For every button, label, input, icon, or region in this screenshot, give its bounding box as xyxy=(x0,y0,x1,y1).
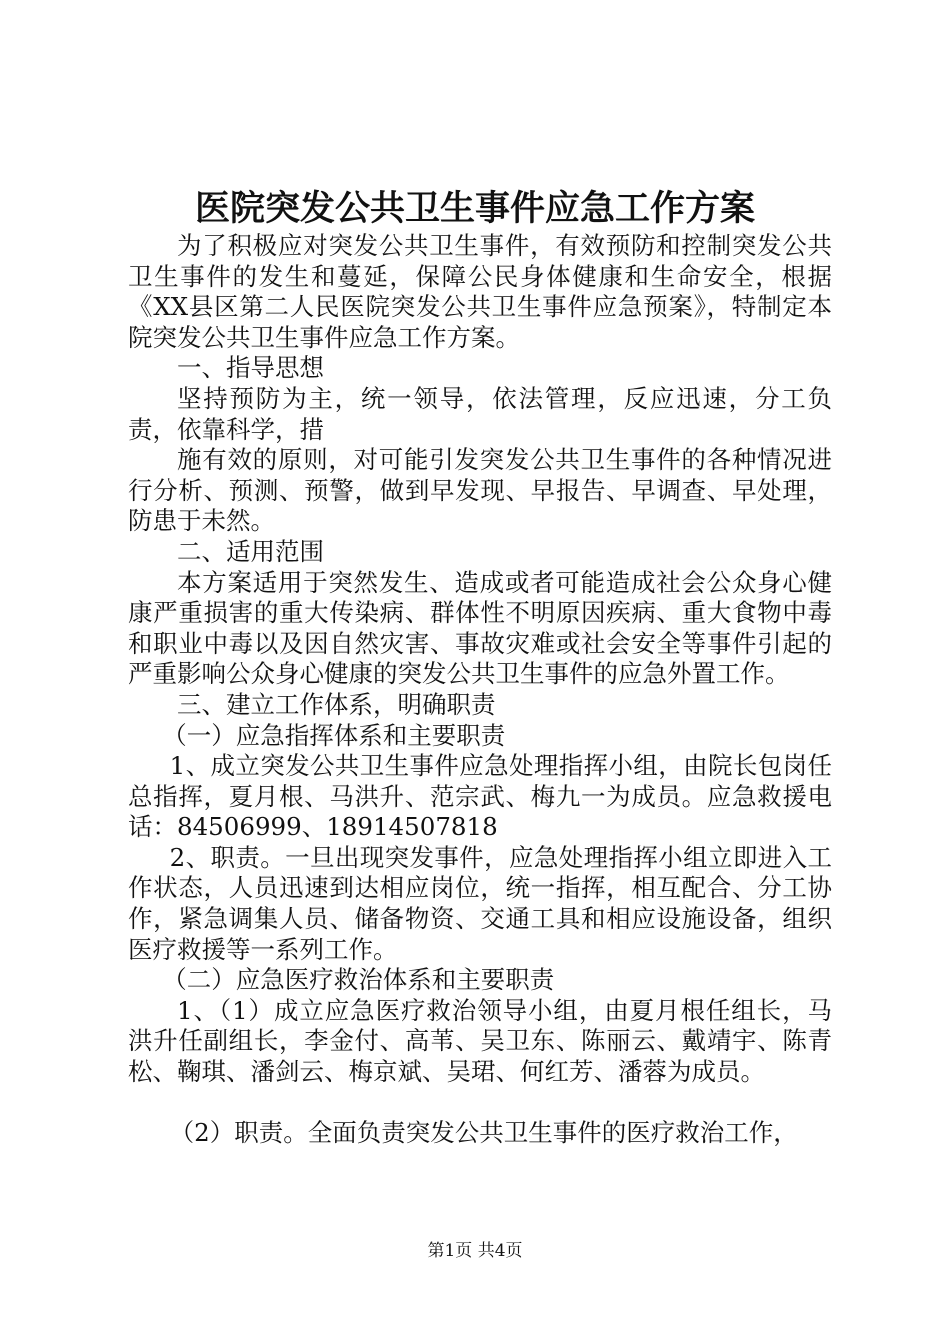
paragraph-intro: 为了积极应对突发公共卫生事件，有效预防和控制突发公共卫生事件的发生和蔓延，保障公民身体健康和生命安全，根据《XX县区第二人民医院突发公共卫生事件应急预案》，特制定本院突发公共卫生事件应急工作方案。 xyxy=(128,231,832,352)
document-body xyxy=(128,231,832,1148)
paragraph-gap xyxy=(128,1088,832,1118)
paragraph-treatment-group: 1、（1）成立应急医疗救治领导小组，由夏月根任组长，马洪升任副组长，李金付、高苇、吴卫东、陈丽云、戴靖宇、陈青松、鞠琪、潘剑云、梅京斌、吴珺、何红芳、潘蓉为成员。 xyxy=(128,995,832,1087)
paragraph-command-duties: 2、职责。一旦出现突发事件，应急处理指挥小组立即进入工作状态，人员迅速到达相应岗位，统一指挥，相互配合、分工协作，紧急调集人员、储备物资、交通工具和相应设施设备，组织医疗救援等一系列工作。 xyxy=(128,842,832,964)
page-number-footer: 第1页 共4页 xyxy=(427,1241,523,1261)
paragraph-command-group: 1、成立突发公共卫生事件应急处理指挥小组，由院长包岗任总指挥，夏月根、马洪升、范宗武、梅九一为成员。应急救援电话：84506999、18914507818 xyxy=(128,751,832,842)
heading-guiding-ideology: 一、指导思想 xyxy=(177,353,324,383)
paragraph-scope: 本方案适用于突然发生、造成或者可能造成社会公众身心健康严重损害的重大传染病、群体性不明原因疾病、重大食物中毒和职业中毒以及因自然灾害、事故灾难或社会安全等事件引起的严重影响公众身心健康的突发公共卫生事件的应急外置工作。 xyxy=(128,567,832,689)
subheading-treatment-system: （二）应急医疗救治体系和主要职责 xyxy=(162,965,555,995)
paragraph-guiding-1: 坚持预防为主，统一领导，依法管理，反应迅速，分工负责，依靠科学，措 xyxy=(128,383,832,444)
paragraph-treatment-duties: （2）职责。全面负责突发公共卫生事件的医疗救治工作， xyxy=(169,1117,798,1147)
document-title: 医院突发公共卫生事件应急工作方案 xyxy=(194,188,755,229)
paragraph-guiding-2: 施有效的原则，对可能引发突发公共卫生事件的各种情况进行分析、预测、预警，做到早发现、早报告、早调查、早处理，防患于未然。 xyxy=(128,445,832,536)
heading-work-system: 三、建立工作体系，明确职责 xyxy=(177,689,496,719)
heading-scope: 二、适用范围 xyxy=(177,536,324,566)
subheading-command-system: （一）应急指挥体系和主要职责 xyxy=(162,720,506,750)
